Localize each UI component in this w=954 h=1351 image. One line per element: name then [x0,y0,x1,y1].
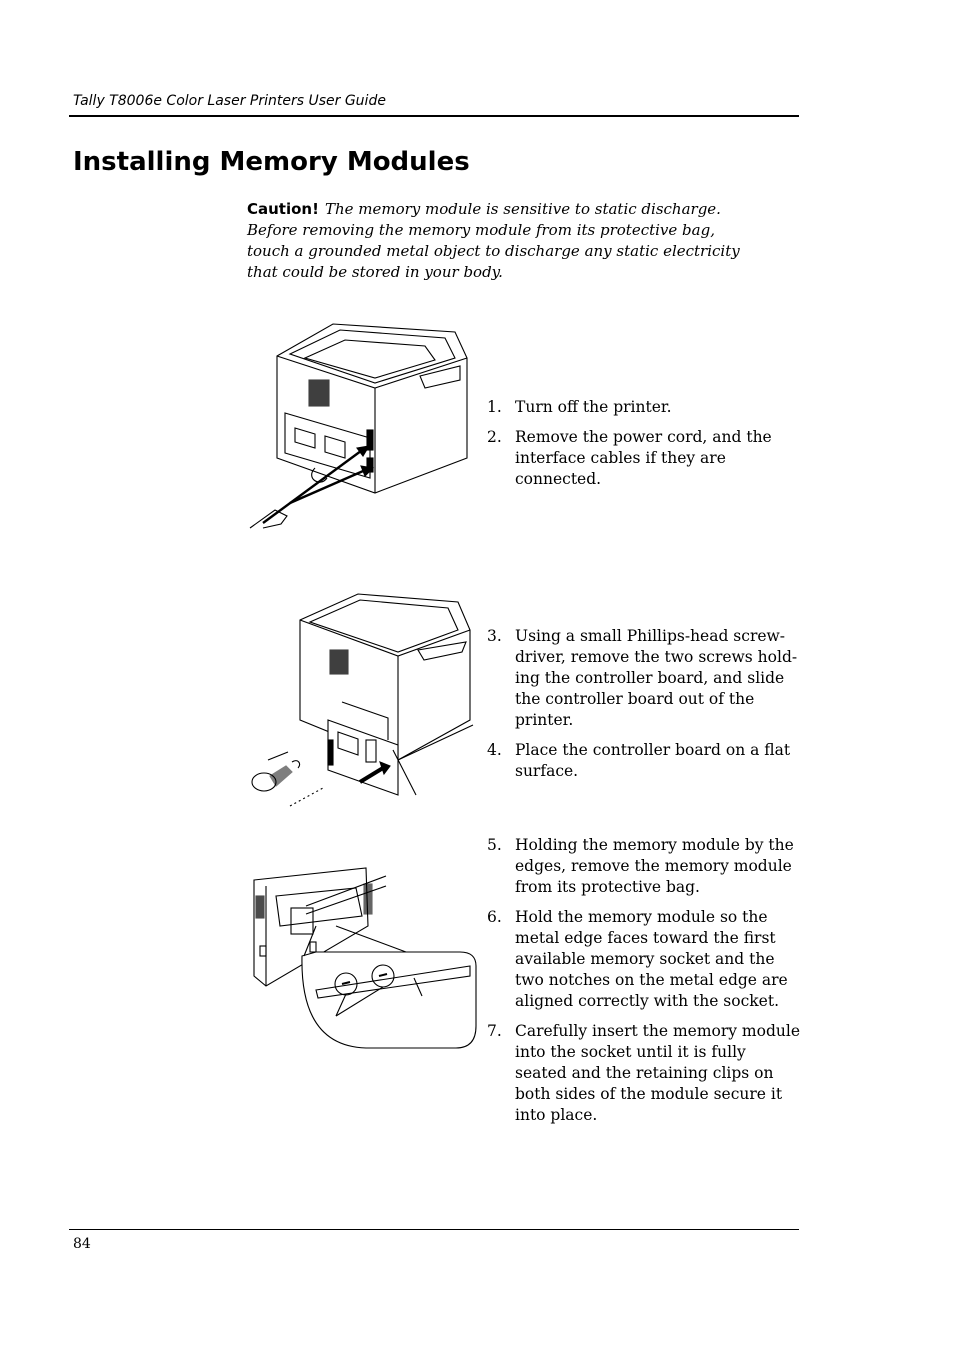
memory-module-insertion-illustration [246,866,480,1052]
printer-cables-illustration [245,318,475,533]
header-rule [69,115,799,117]
list-item: 6. Hold the memory module so the metal edge faces toward the first available memory socket and the two notches on the metal edge are aligned correctly with the socket. [487,908,788,1010]
list-item: 1. Turn off the printer. [487,398,672,416]
steps-list-controller [487,626,802,791]
list-item: 3. Using a small Phillips-head screw-driver, remove the two screws hold-ing the controller board, and slide the controller board out of the printer. [487,627,798,729]
list-item: 4. Place the controller board on a flat surface. [487,741,791,780]
running-header: Tally T8006e Color Laser Printers User Guide [73,93,386,109]
footer-rule [69,1229,799,1230]
controller-board-removal-illustration [248,590,478,820]
steps-list-memory [487,835,802,1135]
page-number: 84 [73,1236,91,1252]
page-title: Installing Memory Modules [73,147,470,177]
caution-label: Caution! [247,200,319,218]
list-item: 5. Holding the memory module by the edges, remove the memory module from its protective bag. [487,836,794,896]
caution-note [247,199,747,283]
caution-text: The memory module is sensitive to static discharge. Before removing the memory module from its protective bag, touch a grounded metal object to discharge any static electricity that could be stored in your body. [247,200,740,281]
list-item: 2. Remove the power cord, and the interface cables if they are connected. [487,428,772,488]
steps-list-power [487,397,802,499]
list-item: 7. Carefully insert the memory module into the socket until it is fully seated and the retaining clips on both sides of the module secure it into place. [487,1022,801,1124]
